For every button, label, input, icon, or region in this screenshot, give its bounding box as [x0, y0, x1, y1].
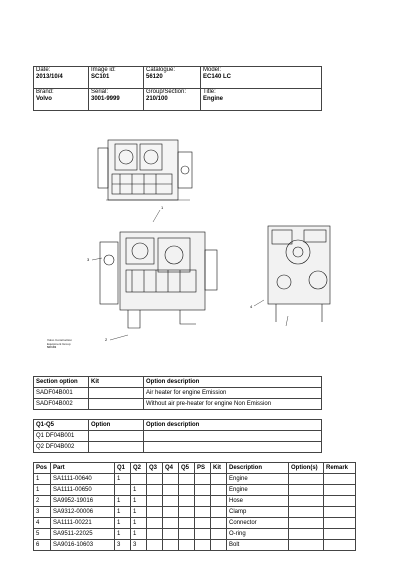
parts-cell [163, 518, 179, 529]
callout-3: 3 [87, 257, 90, 262]
table-row [34, 518, 356, 529]
parts-cell [289, 540, 324, 551]
parts-cell: 1 [131, 507, 147, 518]
parts-cell [195, 540, 211, 551]
callout-1: 1 [161, 205, 164, 210]
kit-header: Kit [89, 377, 144, 388]
q-options-table [33, 419, 322, 453]
option-header: Option [89, 420, 144, 431]
parts-cell [289, 529, 324, 540]
parts-cell [147, 507, 163, 518]
parts-cell: 1 [131, 496, 147, 507]
parts-cell: 4 [34, 518, 51, 529]
parts-cell: 3 [131, 540, 147, 551]
parts-cell [195, 496, 211, 507]
callout-4: 4 [250, 304, 253, 309]
parts-cell [195, 507, 211, 518]
parts-cell [211, 507, 227, 518]
parts-cell: SA1111-00221 [51, 518, 115, 529]
parts-cell [179, 529, 195, 540]
parts-header-row: Pos Part Q1 Q2 Q3 Q4 Q5 PS Kit Description Option(s) Remark [34, 463, 356, 474]
parts-cell [147, 485, 163, 496]
parts-cell: SA9511-22025 [51, 529, 115, 540]
parts-cell [179, 507, 195, 518]
engine-exploded-drawing [40, 130, 370, 360]
parts-cell [131, 474, 147, 485]
parts-cell [179, 540, 195, 551]
parts-cell [324, 529, 356, 540]
table-row: Q2 DF04B002 [34, 442, 322, 453]
parts-cell [211, 474, 227, 485]
table-row: Q1 DF04B001 [34, 431, 322, 442]
table-row [34, 529, 356, 540]
parts-cell [324, 474, 356, 485]
parts-cell [163, 474, 179, 485]
parts-cell [195, 518, 211, 529]
parts-cell [324, 540, 356, 551]
parts-cell [147, 474, 163, 485]
parts-cell: 1 [131, 518, 147, 529]
parts-cell: 1 [131, 485, 147, 496]
parts-cell [179, 518, 195, 529]
parts-cell [147, 529, 163, 540]
parts-cell: 1 [115, 507, 131, 518]
parts-cell [115, 485, 131, 496]
parts-cell [163, 507, 179, 518]
table-row: SADF04B001 Air heater for engine Emission [34, 388, 322, 399]
parts-cell: 1 [115, 496, 131, 507]
table-row [34, 540, 356, 551]
table-row [34, 474, 356, 485]
callout-2: 2 [105, 337, 108, 342]
parts-cell: 1 [34, 474, 51, 485]
drawing-caption: Volvo Construction Equipment Group SC101 [47, 338, 73, 349]
parts-cell [163, 540, 179, 551]
parts-cell [324, 496, 356, 507]
parts-cell [195, 474, 211, 485]
engine-top-view [98, 140, 192, 200]
model-cell: Model: EC140 LC [201, 67, 322, 89]
parts-cell: SA9016-10603 [51, 540, 115, 551]
parts-cell: Bolt [227, 540, 289, 551]
parts-cell: 1 [115, 474, 131, 485]
table-row [34, 507, 356, 518]
parts-cell: 3 [34, 507, 51, 518]
parts-cell [163, 529, 179, 540]
parts-cell: 1 [34, 485, 51, 496]
engine-side-view [92, 210, 217, 340]
parts-cell: 6 [34, 540, 51, 551]
parts-cell [324, 507, 356, 518]
parts-cell [163, 496, 179, 507]
parts-cell: SA1111-00650 [51, 485, 115, 496]
image-id-cell: Image id: SC101 [89, 67, 144, 89]
parts-cell [179, 474, 195, 485]
parts-cell [179, 485, 195, 496]
section-option-header: Section option [34, 377, 89, 388]
parts-cell [289, 518, 324, 529]
parts-cell: 1 [115, 529, 131, 540]
parts-cell: 3 [115, 540, 131, 551]
parts-cell [147, 496, 163, 507]
parts-cell: Engine [227, 474, 289, 485]
table-row [34, 496, 356, 507]
parts-cell: Engine [227, 485, 289, 496]
parts-cell: SA1111-00640 [51, 474, 115, 485]
serial-cell: Serial: 3001-9999 [89, 89, 144, 111]
brand-cell: Brand: Volvo [34, 89, 89, 111]
parts-table [33, 462, 356, 551]
group-section-cell: Group/Section: 210/100 [144, 89, 201, 111]
parts-cell: Clamp [227, 507, 289, 518]
parts-cell [324, 485, 356, 496]
header-table [33, 66, 322, 111]
parts-cell [324, 518, 356, 529]
parts-cell: Hose [227, 496, 289, 507]
parts-cell [195, 529, 211, 540]
date-cell: Date: 2013/10/4 [34, 67, 89, 89]
parts-cell: 1 [131, 529, 147, 540]
parts-cell [289, 507, 324, 518]
q1-q5-header: Q1-Q5 [34, 420, 89, 431]
parts-cell: 5 [34, 529, 51, 540]
catalogue-cell: Catalogue: 56120 [144, 67, 201, 89]
parts-cell [289, 496, 324, 507]
parts-cell: SA9312-00006 [51, 507, 115, 518]
parts-cell [211, 529, 227, 540]
parts-cell: O-ring [227, 529, 289, 540]
title-cell: Title: Engine [201, 89, 322, 111]
parts-cell [211, 485, 227, 496]
parts-cell [179, 496, 195, 507]
engine-front-view [254, 226, 330, 326]
q-option-description-header: Option description [144, 420, 322, 431]
parts-cell [147, 518, 163, 529]
parts-cell: SA9952-19016 [51, 496, 115, 507]
parts-cell: 1 [115, 518, 131, 529]
table-row [34, 485, 356, 496]
parts-cell [211, 540, 227, 551]
parts-cell [147, 540, 163, 551]
parts-cell [211, 496, 227, 507]
parts-cell [211, 518, 227, 529]
parts-cell [163, 485, 179, 496]
table-row: SADF04B002 Without air pre-heater for engine Non Emission [34, 399, 322, 410]
parts-cell [289, 485, 324, 496]
parts-cell [195, 485, 211, 496]
option-description-header: Option description [144, 377, 322, 388]
parts-cell [289, 474, 324, 485]
section-option-table [33, 376, 322, 410]
parts-cell: Connector [227, 518, 289, 529]
parts-cell: 2 [34, 496, 51, 507]
